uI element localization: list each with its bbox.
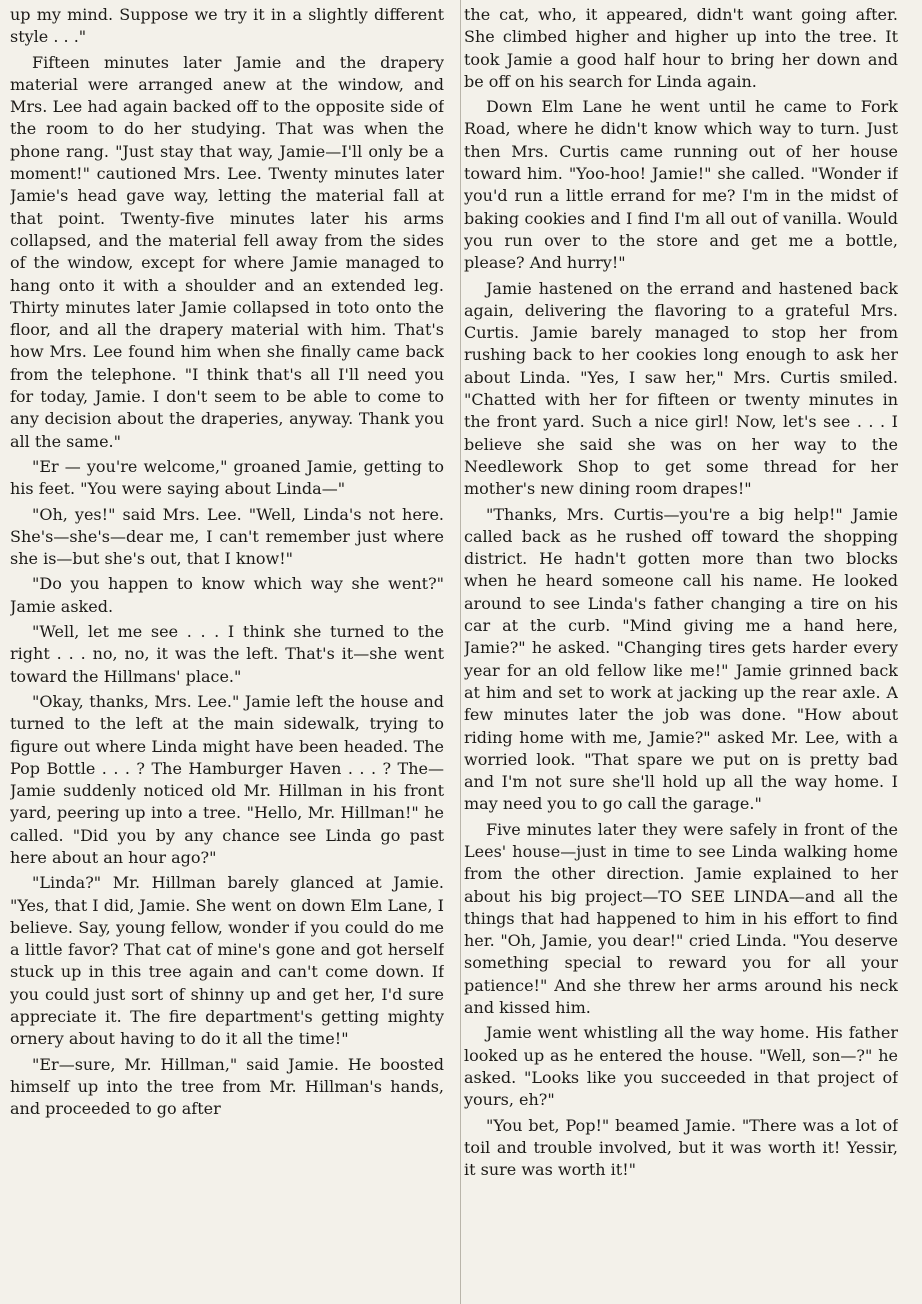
paragraph: Jamie hastened on the errand and hastened back again, delivering the flavoring to a grateful Mrs. Curtis. Jamie barely managed to stop her from rushing back to her cookies long enough to ask her about Linda. "Yes, I saw her," Mrs. Curtis smiled. "Chatted with her for fifteen or twenty minutes in the front yard. Such a nice girl! Now, let's see . . . I believe she said she was on her way to the Needlework Shop to get some thread for her mother's new dining room drapes!"	[464, 278, 898, 499]
paragraph: "Er — you're welcome," groaned Jamie, getting to his feet. "You were saying about Linda—"	[10, 456, 444, 499]
column-divider	[460, 0, 461, 1304]
paragraph: "Do you happen to know which way she went?" Jamie asked.	[10, 574, 444, 616]
paragraph: Fifteen minutes later Jamie and the drapery material were arranged anew at the window, and Mrs. Lee had again backed off to the opposite side of the room to do her studying. That was when the phone rang. "Just stay that way, Jamie—I'll only be a moment!" cautioned Mrs. Lee. Twenty minutes later Jamie's head gave way, letting the material fall at that point. Twenty-five minutes later his arms collapsed, and the material fell away from the sides of the window, except for where Jamie managed to hang onto it with a shoulder and an extended leg. Thirty minutes later Jamie collapsed in toto onto the floor, and all the drapery material with him. That's how Mrs. Lee found him when she finally came back from the telephone. "I think that's all I'll need you for today, Jamie. I don't seem to be able to come to any decision about the draperies, anyway. Thank you all the same."	[10, 52, 444, 451]
paragraph: the cat, who, it appeared, didn't want going after. She climbed higher and higher up into the tree. It took Jamie a good half hour to bring her down and be off on his search for Linda again.	[464, 5, 898, 91]
paragraph: Five minutes later they were safely in front of the Lees' house—just in time to see Linda walking home from the other direction. Jamie explained to her about his big project—TO SEE LINDA—and all the things that had happened to him in his effort to find her. "Oh, Jamie, you dear!" cried Linda. "You deserve something special to reward you for all your patience!" And she threw her arms around his neck and kissed him.	[464, 819, 898, 1018]
paragraph: Jamie went whistling all the way home. His father looked up as he entered the house. "Well, son—?" he asked. "Looks like you succeeded in that project of yours, eh?"	[464, 1023, 898, 1110]
paragraph: "You bet, Pop!" beamed Jamie. "There was a lot of toil and trouble involved, but it was worth it! Yessir, it sure was worth it!"	[464, 1115, 898, 1180]
paragraph: "Thanks, Mrs. Curtis—you're a big help!" Jamie called back as he rushed off toward the shopping district. He hadn't gotten more than two blocks when he heard someone call his name. He looked around to see Linda's father changing a tire on his car at the curb. "Mind giving me a hand here, Jamie?" he asked. "Changing tires gets harder every year for an old fellow like me!" Jamie grinned back at him and set to work at jacking up the rear axle. A few minutes later the job was done. "How about riding home with me, Jamie?" asked Mr. Lee, with a worried look. "That spare we put on is pretty bad and I'm not sure she'll hold up all the way home. I may need you to go call the garage."	[464, 504, 898, 814]
left-column	[10, 4, 444, 1304]
right-column	[464, 4, 898, 1304]
paragraph: "Er—sure, Mr. Hillman," said Jamie. He boosted himself up into the tree from Mr. Hillman's hands, and proceeded to go after	[10, 1054, 444, 1119]
paragraph: Down Elm Lane he went until he came to Fork Road, where he didn't know which way to turn. Just then Mrs. Curtis came running out of her house toward him. "Yoo-hoo! Jamie!" she called. "Wonder if you'd run a little errand for me? I'm in the midst of baking cookies and I find I'm all out of vanilla. Would you run over to the store and get me a bottle, please? And hurry!"	[464, 97, 898, 273]
paragraph: "Okay, thanks, Mrs. Lee." Jamie left the house and turned to the left at the main sidewalk, trying to figure out where Linda might have been headed. The Pop Bottle . . . ? The Hamburger Haven . . . ? The—Jamie suddenly noticed old Mr. Hillman in his front yard, peering up into a tree. "Hello, Mr. Hillman!" he called. "Did you by any chance see Linda go past here about an hour ago?"	[10, 691, 444, 867]
paragraph: up my mind. Suppose we try it in a slightly different style . . ."	[10, 5, 444, 47]
paragraph: "Oh, yes!" said Mrs. Lee. "Well, Linda's not here. She's—she's—dear me, I can't remember just where she is—but she's out, that I know!"	[10, 504, 444, 569]
paragraph: "Well, let me see . . . I think she turned to the right . . . no, no, it was the left. That's it—she went toward the Hillmans' place."	[10, 622, 444, 686]
paragraph: "Linda?" Mr. Hillman barely glanced at Jamie. "Yes, that I did, Jamie. She went on down Elm Lane, I believe. Say, young fellow, wonder if you could do me a little favor? That cat of mine's gone and got herself stuck up in this tree again and can't come down. If you could just sort of shinny up and get her, I'd sure appreciate it. The fire department's getting mighty ornery about having to do it all the time!"	[10, 873, 444, 1049]
